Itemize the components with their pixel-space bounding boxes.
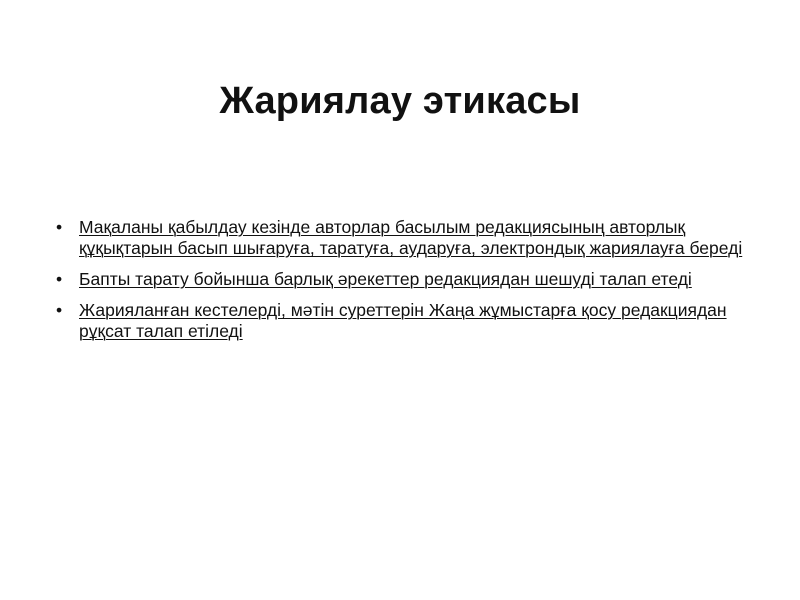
slide-title: Жариялау этикасы xyxy=(219,80,581,122)
bullet-link-2[interactable]: Бапты тарату бойынша барлық әрекеттер редакциядан шешуді талап етеді xyxy=(79,269,692,289)
bullet-dot-icon: • xyxy=(56,217,63,237)
bullet-item xyxy=(56,217,746,259)
bullet-dot-icon: • xyxy=(56,269,63,289)
bullet-link-1[interactable]: Мақаланы қабылдау кезінде авторлар басылым редакциясының авторлық құқықтарын басып шығаруға, таратуға, аударуға, электрондық жариялауға береді xyxy=(79,217,743,258)
bullet-link-3[interactable]: Жарияланған кестелерді, мәтін суреттерін Жаңа жұмыстарға қосу редакциядан рұқсат талап етіледі xyxy=(79,300,727,341)
bullet-item xyxy=(56,300,746,342)
bullet-list xyxy=(56,217,746,352)
bullet-dot-icon: • xyxy=(56,300,63,320)
bullet-item xyxy=(56,269,746,290)
